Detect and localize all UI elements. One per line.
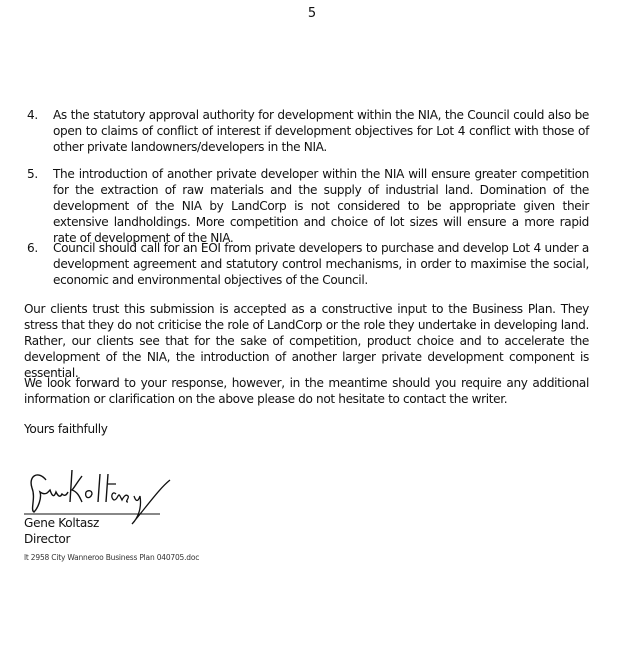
item-text: As the statutory approval authority for development within the NIA, the Council could also be open to claims of conflict of interest if development objectives for Lot 4 conflict with those of other private landowners/developers in the NIA. bbox=[53, 108, 589, 154]
signatory-name: Gene Koltasz bbox=[24, 516, 100, 530]
item-number: 5. bbox=[27, 167, 38, 181]
item-number: 6. bbox=[27, 241, 38, 255]
body-paragraph: We look forward to your response, however, in the meantime should you require any additional information or clarification on the above please do not hesitate to contact the writer. bbox=[24, 376, 589, 406]
item-text: The introduction of another private developer within the NIA will ensure greater competition for the extraction of raw materials and the supply of industrial land. Domination of the development of the NIA by LandCorp is not considered to be appropriate given their extensive landholdings. More competition and choice of lot sizes will ensure a more rapid rate of development of the NIA. bbox=[53, 167, 589, 245]
signatory-title: Director bbox=[24, 532, 71, 546]
item-text: Council should call for an EOI from private developers to purchase and develop Lot 4 under a development agreement and statutory control mechanisms, in order to maximise the social, economic and environmental objectives of the Council. bbox=[53, 241, 589, 287]
page-number: 5 bbox=[307, 6, 317, 21]
item-number: 4. bbox=[27, 108, 38, 122]
file-reference: lt 2958 City Wanneroo Business Plan 040705.doc bbox=[24, 553, 200, 562]
body-paragraph: Our clients trust this submission is accepted as a constructive input to the Business Plan. They stress that they do not criticise the role of LandCorp or the role they undertake in developing land. Rather, our clients see that for the sake of competition, product choice and to accelerate the development of the NIA, the introduction of another larger private development component is essential. bbox=[24, 302, 589, 380]
closing-salutation: Yours faithfully bbox=[24, 422, 108, 436]
